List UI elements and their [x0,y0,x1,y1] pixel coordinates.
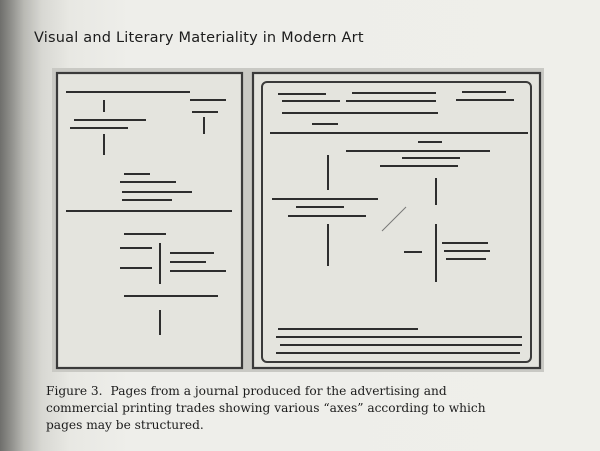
figure-caption [46,383,516,434]
right-page-border [253,73,540,368]
left-page [57,73,242,368]
figure-label: Figure 3. [46,384,103,398]
left-page-border [57,73,242,368]
figure-caption-text: Pages from a journal produced for the advertising and commercial printing trades showing various “axes” according to which pages may be structured. [46,384,486,432]
running-head: Visual and Literary Materiality in Modern Art [34,30,364,46]
right-page [253,73,540,368]
